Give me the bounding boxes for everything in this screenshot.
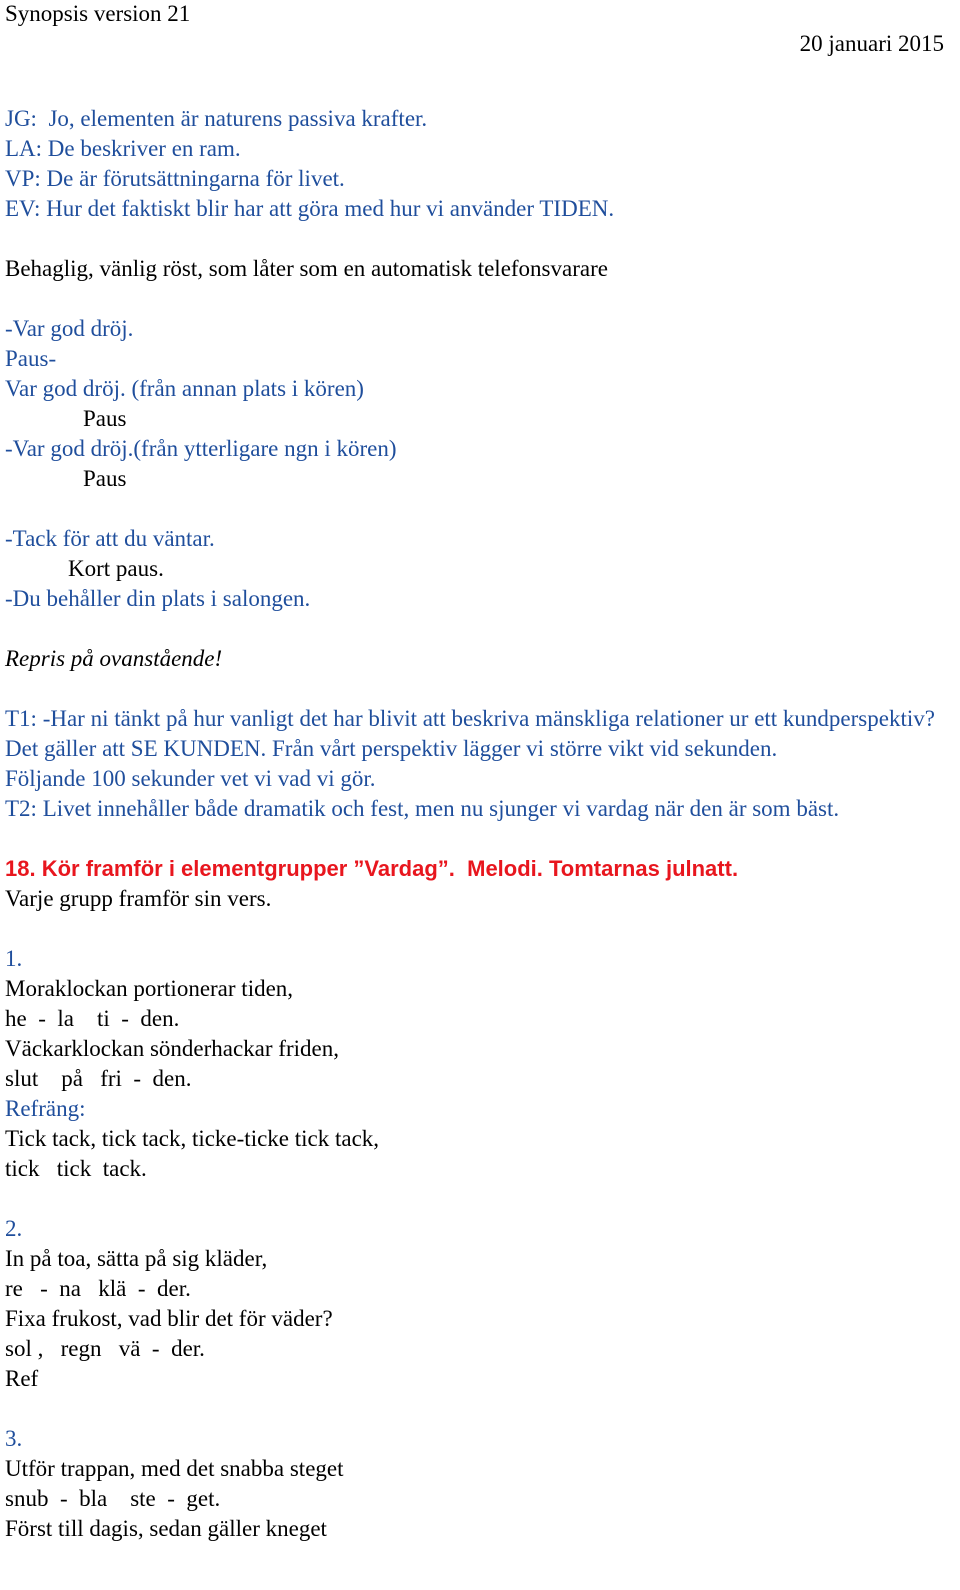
- verse-line: re - na klä - der.: [5, 1276, 191, 1301]
- voice-line: -Tack för att du väntar.: [5, 526, 215, 551]
- spacer: [5, 1184, 955, 1214]
- verse-number: 3.: [5, 1426, 23, 1451]
- section-instruction: Varje grupp framför sin vers.: [5, 886, 272, 911]
- document-body: [5, 104, 955, 1544]
- spacer: [5, 284, 955, 314]
- voice-pause: Kort paus.: [68, 556, 164, 581]
- talk-t1: T1: -Har ni tänkt på hur vanligt det har blivit att beskriva mänskliga relationer ur ett kundperspektiv? Det gäller att SE KUNDEN. Från vårt perspektiv lägger vi större vikt vid sekunden.: [5, 706, 935, 761]
- document-date: 20 januari 2015: [799, 31, 944, 56]
- verse-line: In på toa, sätta på sig kläder,: [5, 1246, 268, 1271]
- verse-line: snub - bla ste - get.: [5, 1486, 221, 1511]
- spacer: [5, 1394, 955, 1424]
- verse-number: 1.: [5, 946, 23, 971]
- voice-line: -Var god dröj.(från ytterligare ngn i kören): [5, 436, 397, 461]
- voice-line: -Var god dröj.: [5, 316, 134, 341]
- spacer: [5, 824, 955, 854]
- verse-line: Först till dagis, sedan gäller kneget: [5, 1516, 327, 1541]
- verse-line: slut på fri - den.: [5, 1066, 192, 1091]
- refrain-label: Ref: [5, 1366, 39, 1391]
- refrain-label: Refräng:: [5, 1096, 86, 1121]
- dialogue-line-la: LA: De beskriver en ram.: [5, 136, 241, 161]
- talk-t1-continued: Följande 100 sekunder vet vi vad vi gör.: [5, 766, 376, 791]
- spacer: [5, 494, 955, 524]
- voice-line: -Du behåller din plats i salongen.: [5, 586, 311, 611]
- verse-line: Fixa frukost, vad blir det för väder?: [5, 1306, 333, 1331]
- voice-pause: Paus-: [5, 346, 57, 371]
- spacer: [5, 914, 955, 944]
- talk-t2: T2: Livet innehåller både dramatik och fest, men nu sjunger vi vardag när den är som bäst.: [5, 796, 840, 821]
- voice-pause: Paus: [83, 466, 127, 491]
- voice-description: Behaglig, vänlig röst, som låter som en automatisk telefonsvarare: [5, 256, 608, 281]
- repeat-note: Repris på ovanstående!: [5, 646, 223, 671]
- dialogue-line-jg: JG: Jo, elementen är naturens passiva krafter.: [5, 106, 428, 131]
- spacer: [5, 674, 955, 704]
- verse-line: tick tick tack.: [5, 1156, 147, 1181]
- voice-line: Var god dröj. (från annan plats i kören): [5, 376, 364, 401]
- verse-line: Väckarklockan sönderhackar friden,: [5, 1036, 339, 1061]
- verse-number: 2.: [5, 1216, 23, 1241]
- document-title: Synopsis version 21: [5, 1, 191, 26]
- verse-line: Tick tack, tick tack, ticke-ticke tick tack,: [5, 1126, 380, 1151]
- spacer: [5, 224, 955, 254]
- spacer: [5, 614, 955, 644]
- verse-line: Utför trappan, med det snabba steget: [5, 1456, 344, 1481]
- verse-line: Moraklockan portionerar tiden,: [5, 976, 294, 1001]
- verse-line: sol , regn vä - der.: [5, 1336, 205, 1361]
- dialogue-line-vp: VP: De är förutsättningarna för livet.: [5, 166, 345, 191]
- section-heading: 18. Kör framför i elementgrupper ”Vardag”. Melodi. Tomtarnas julnatt.: [5, 856, 739, 881]
- voice-pause: Paus: [83, 406, 127, 431]
- dialogue-line-ev: EV: Hur det faktiskt blir har att göra med hur vi använder TIDEN.: [5, 196, 615, 221]
- verse-line: he - la ti - den.: [5, 1006, 180, 1031]
